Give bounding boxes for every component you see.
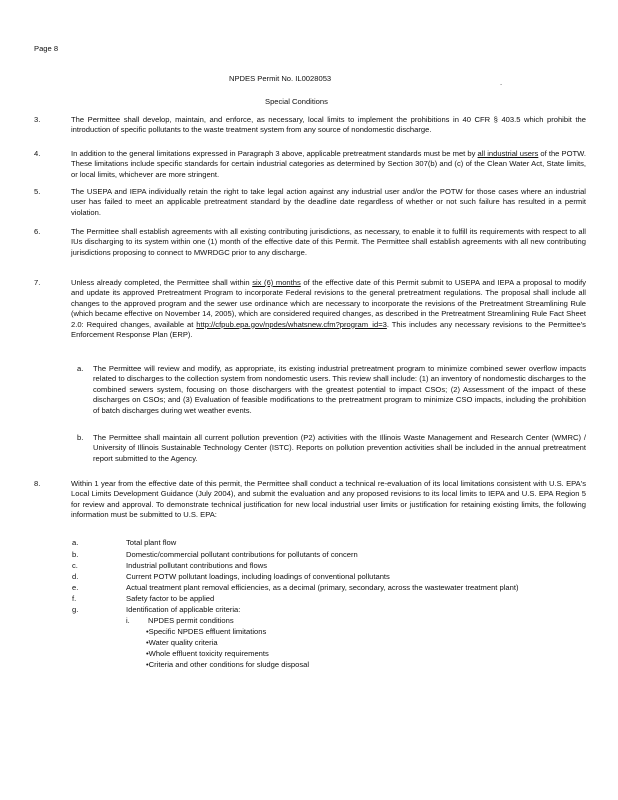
item-6-number: 6. [34,227,41,236]
item-7-text: Unless already completed, the Permittee shall within six (6) months of the effective date of this Permit submit to USEPA and IEPA a proposal to modify and update its approved Pretreatment Program to incorporate Federal revisions to the general pretreatment regulations. The proposal shall include all changes to the approved program and the sewer use ordinance which are necessary to incorporate the revisions of the Pretreatment Streamlining Rule (which became effective on November 14, 2005), which are considered required changes, as described in the Pretreatment Streamlining Rule Fact Sheet 2.0: Required changes, available at http://cfpub.epa.gov/npdes/whatsnew.cfm?program_id=3. This includes any necessary revisions to the Permittee's Enforcement Response Plan (ERP). [71,278,586,340]
page-label: Page 8 [34,44,59,53]
item-5-number: 5. [34,187,41,196]
item-4-text: In addition to the general limitations expressed in Paragraph 3 above, applicable pretreatment standards must be met by all industrial users of the POTW. These limitations include specific standards for certain industrial categories as determined by Section 307(b) and (c) of the Clean Water Act, State limits, or local limits, whichever are more stringent. [71,149,586,179]
fact-sheet-link[interactable]: http://cfpub.epa.gov/npdes/whatsnew.cfm?program_id=3 [196,319,387,329]
section-title: Special Conditions [265,97,328,106]
bullet-item: •Criteria and other conditions for sludge disposal [146,660,310,669]
list-item-label: c. [72,561,78,570]
sub-item-title: NPDES permit conditions [148,616,234,625]
permit-title: NPDES Permit No. IL0028053 [229,74,332,83]
list-item: Safety factor to be applied [126,594,215,603]
item-7b-label: b. [77,433,84,442]
list-item: Domestic/commercial pollutant contributions for pollutants of concern [126,550,358,559]
scan-speck: . [500,78,503,87]
item-8-number: 8. [34,479,41,488]
item-3-number: 3. [34,115,41,124]
bullet-item: •Whole effluent toxicity requirements [146,649,269,658]
list-item: Current POTW pollutant loadings, including loadings of conventional pollutants [126,572,390,581]
list-item-label: e. [72,583,79,592]
list-item: Actual treatment plant removal efficiencies, as a decimal (primary, secondary, across the wastewater treatment plant) [126,583,519,592]
item-8-text: Within 1 year from the effective date of this permit, the Permittee shall conduct a technical re-evaluation of its local limitations consistent with U.S. EPA's Local Limits Development Guidance (July 2004), and submit the evaluation and any proposed revisions to its local limits to IEPA and U.S. EPA Region 5 for review and approval. To demonstrate technical justification for new local industrial user limits or justification for retaining existing limits, the following information must be submitted to U.S. EPA: [71,479,586,520]
item-7b-text: The Permittee shall maintain all current pollution prevention (P2) activities with the Illinois Waste Management and Research Center (WMRC) / University of Illinois Sustainable Technology Center (ISTC). Reports on pollution prevention activities shall be included in the annual pretreatment report submitted to the Agency. [93,433,586,463]
list-item-label: g. [72,605,79,614]
item-5-text: The USEPA and IEPA individually retain the right to take legal action against any industrial user and/or the POTW for those cases where an industrial user has failed to meet an applicable pretreatment standard by the deadline date regardless of whether or not such failure has resulted in a permit violation. [71,187,586,217]
list-item: Identification of applicable criteria: [126,605,241,614]
item-4-number: 4. [34,149,41,158]
item-3-text: The Permittee shall develop, maintain, and enforce, as necessary, local limits to implement the prohibitions in 40 CFR § 403.5 which prohibit the introduction of specific pollutants to the waste treatment system from any source of nondomestic discharge. [71,115,586,135]
item-7a-text: The Permittee will review and modify, as appropriate, its existing industrial pretreatment program to minimize combined sewer overflow impacts related to discharges to the collection system from nondomestic users. This review shall include: (1) an inventory of nondomestic discharges to the combined sewers system, focusing on those dischargers with the greatest potential to impact CSOs; (2) Assessment of the impact of these discharges on CSOs; and (3) Evaluation of feasible modifications to the pretreatment program to minimize CSO impacts, including the prohibition of batch discharges during wet weather events. [93,364,586,415]
bullet-item: •Specific NPDES effluent limitations [146,627,267,636]
item-7a-label: a. [77,364,84,373]
item-6-text: The Permittee shall establish agreements with all existing contributing jurisdictions, as necessary, to enable it to fulfill its requirements with respect to all IUs discharging to its system within one (1) month of the effective date of this Permit. The Permittee shall establish agreements with all new contributing jurisdictions proposing to connect to MWRDGC prior to any discharge. [71,227,586,257]
list-item-label: f. [72,594,77,603]
list-item-label: b. [72,550,79,559]
list-item-label: d. [72,572,79,581]
list-item: Total plant flow [126,538,177,547]
bullet-item: •Water quality criteria [146,638,218,647]
list-item: Industrial pollutant contributions and flows [126,561,267,570]
item-7-number: 7. [34,278,41,287]
list-item-label: a. [72,538,79,547]
sub-item-label: i. [126,616,130,625]
